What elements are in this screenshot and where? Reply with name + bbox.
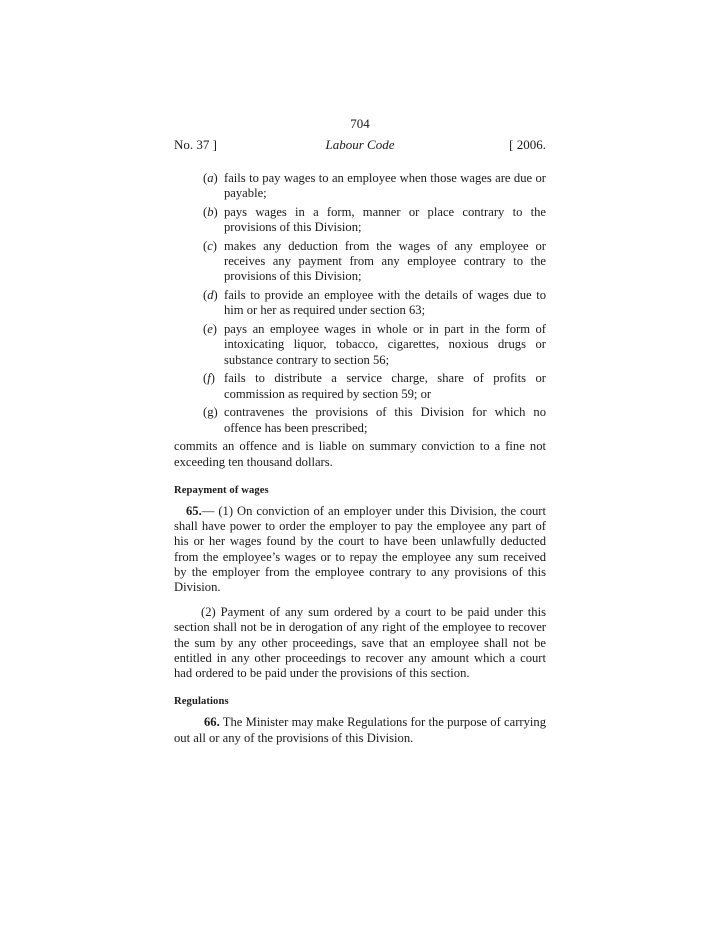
- page-number: 704: [350, 116, 370, 131]
- closing-paragraph: commits an offence and is liable on summary conviction to a fine not exceeding ten thousand dollars.: [174, 439, 546, 469]
- list-item: [174, 239, 546, 285]
- section-66-paragraph: [174, 715, 546, 745]
- section-number: 65.: [186, 504, 202, 519]
- section-number: 66.: [204, 715, 220, 730]
- item-text: pays wages in a form, manner or place contrary to the provisions of this Division;: [224, 205, 546, 235]
- item-label: (g): [203, 405, 218, 420]
- list-item: [174, 371, 546, 401]
- section-65-paragraph-1: [174, 504, 546, 595]
- section-heading-repayment: Repayment of wages: [174, 484, 269, 496]
- list-item: [174, 288, 546, 318]
- list-item: [174, 205, 546, 235]
- item-text: fails to provide an employee with the details of wages due to him or her as required under section 63;: [224, 288, 546, 318]
- item-text: makes any deduction from the wages of any employee or receives any payment from any employee contrary to the provisions of this Division;: [224, 239, 546, 284]
- item-label: (a): [203, 171, 218, 185]
- list-item: [174, 322, 546, 368]
- item-text: fails to pay wages to an employee when those wages are due or payable;: [224, 171, 546, 201]
- section-text: The Minister may make Regulations for the purpose of carrying out all or any of the provisions of this Division.: [174, 715, 546, 745]
- section-65-paragraph-2: (2) Payment of any sum ordered by a court to be paid under this section shall not be in derogation of any right of the employee to recover the sum by any other proceedings, save that an employee shall not be entitled in any other proceedings to recover any amount which a court had ordered to be paid under the provisions of this section.: [174, 605, 546, 681]
- item-label: (f): [203, 371, 215, 386]
- section-text: — (1) On conviction of an employer under this Division, the court shall have power to order the employer to pay the employee any part of his or her wages found by the court to have been unlawfully deducted from the employee’s wages or to repay the employee any sum received by the employer from the employee contrary to any provisions of this Division.: [174, 504, 546, 595]
- act-number: No. 37 ]: [174, 137, 217, 152]
- item-label: (c): [203, 239, 217, 253]
- item-text: fails to distribute a service charge, share of profits or commission as required by section 59; or: [224, 371, 546, 401]
- item-text: contravenes the provisions of this Division for which no offence has been prescribed;: [224, 405, 546, 435]
- item-label: (e): [203, 322, 217, 337]
- act-title: Labour Code: [325, 137, 395, 152]
- item-label: (d): [203, 288, 218, 303]
- item-label: (b): [203, 205, 218, 219]
- section-heading-regulations: Regulations: [174, 696, 229, 708]
- list-item: [174, 171, 546, 201]
- body-text: [174, 171, 546, 746]
- item-text: pays an employee wages in whole or in part in the form of intoxicating liquor, tobacco, cigarettes, noxious drugs or substance contrary to section 56;: [224, 322, 546, 367]
- act-year: [ 2006.: [509, 137, 546, 152]
- list-item: [174, 405, 546, 435]
- running-head: [174, 137, 546, 155]
